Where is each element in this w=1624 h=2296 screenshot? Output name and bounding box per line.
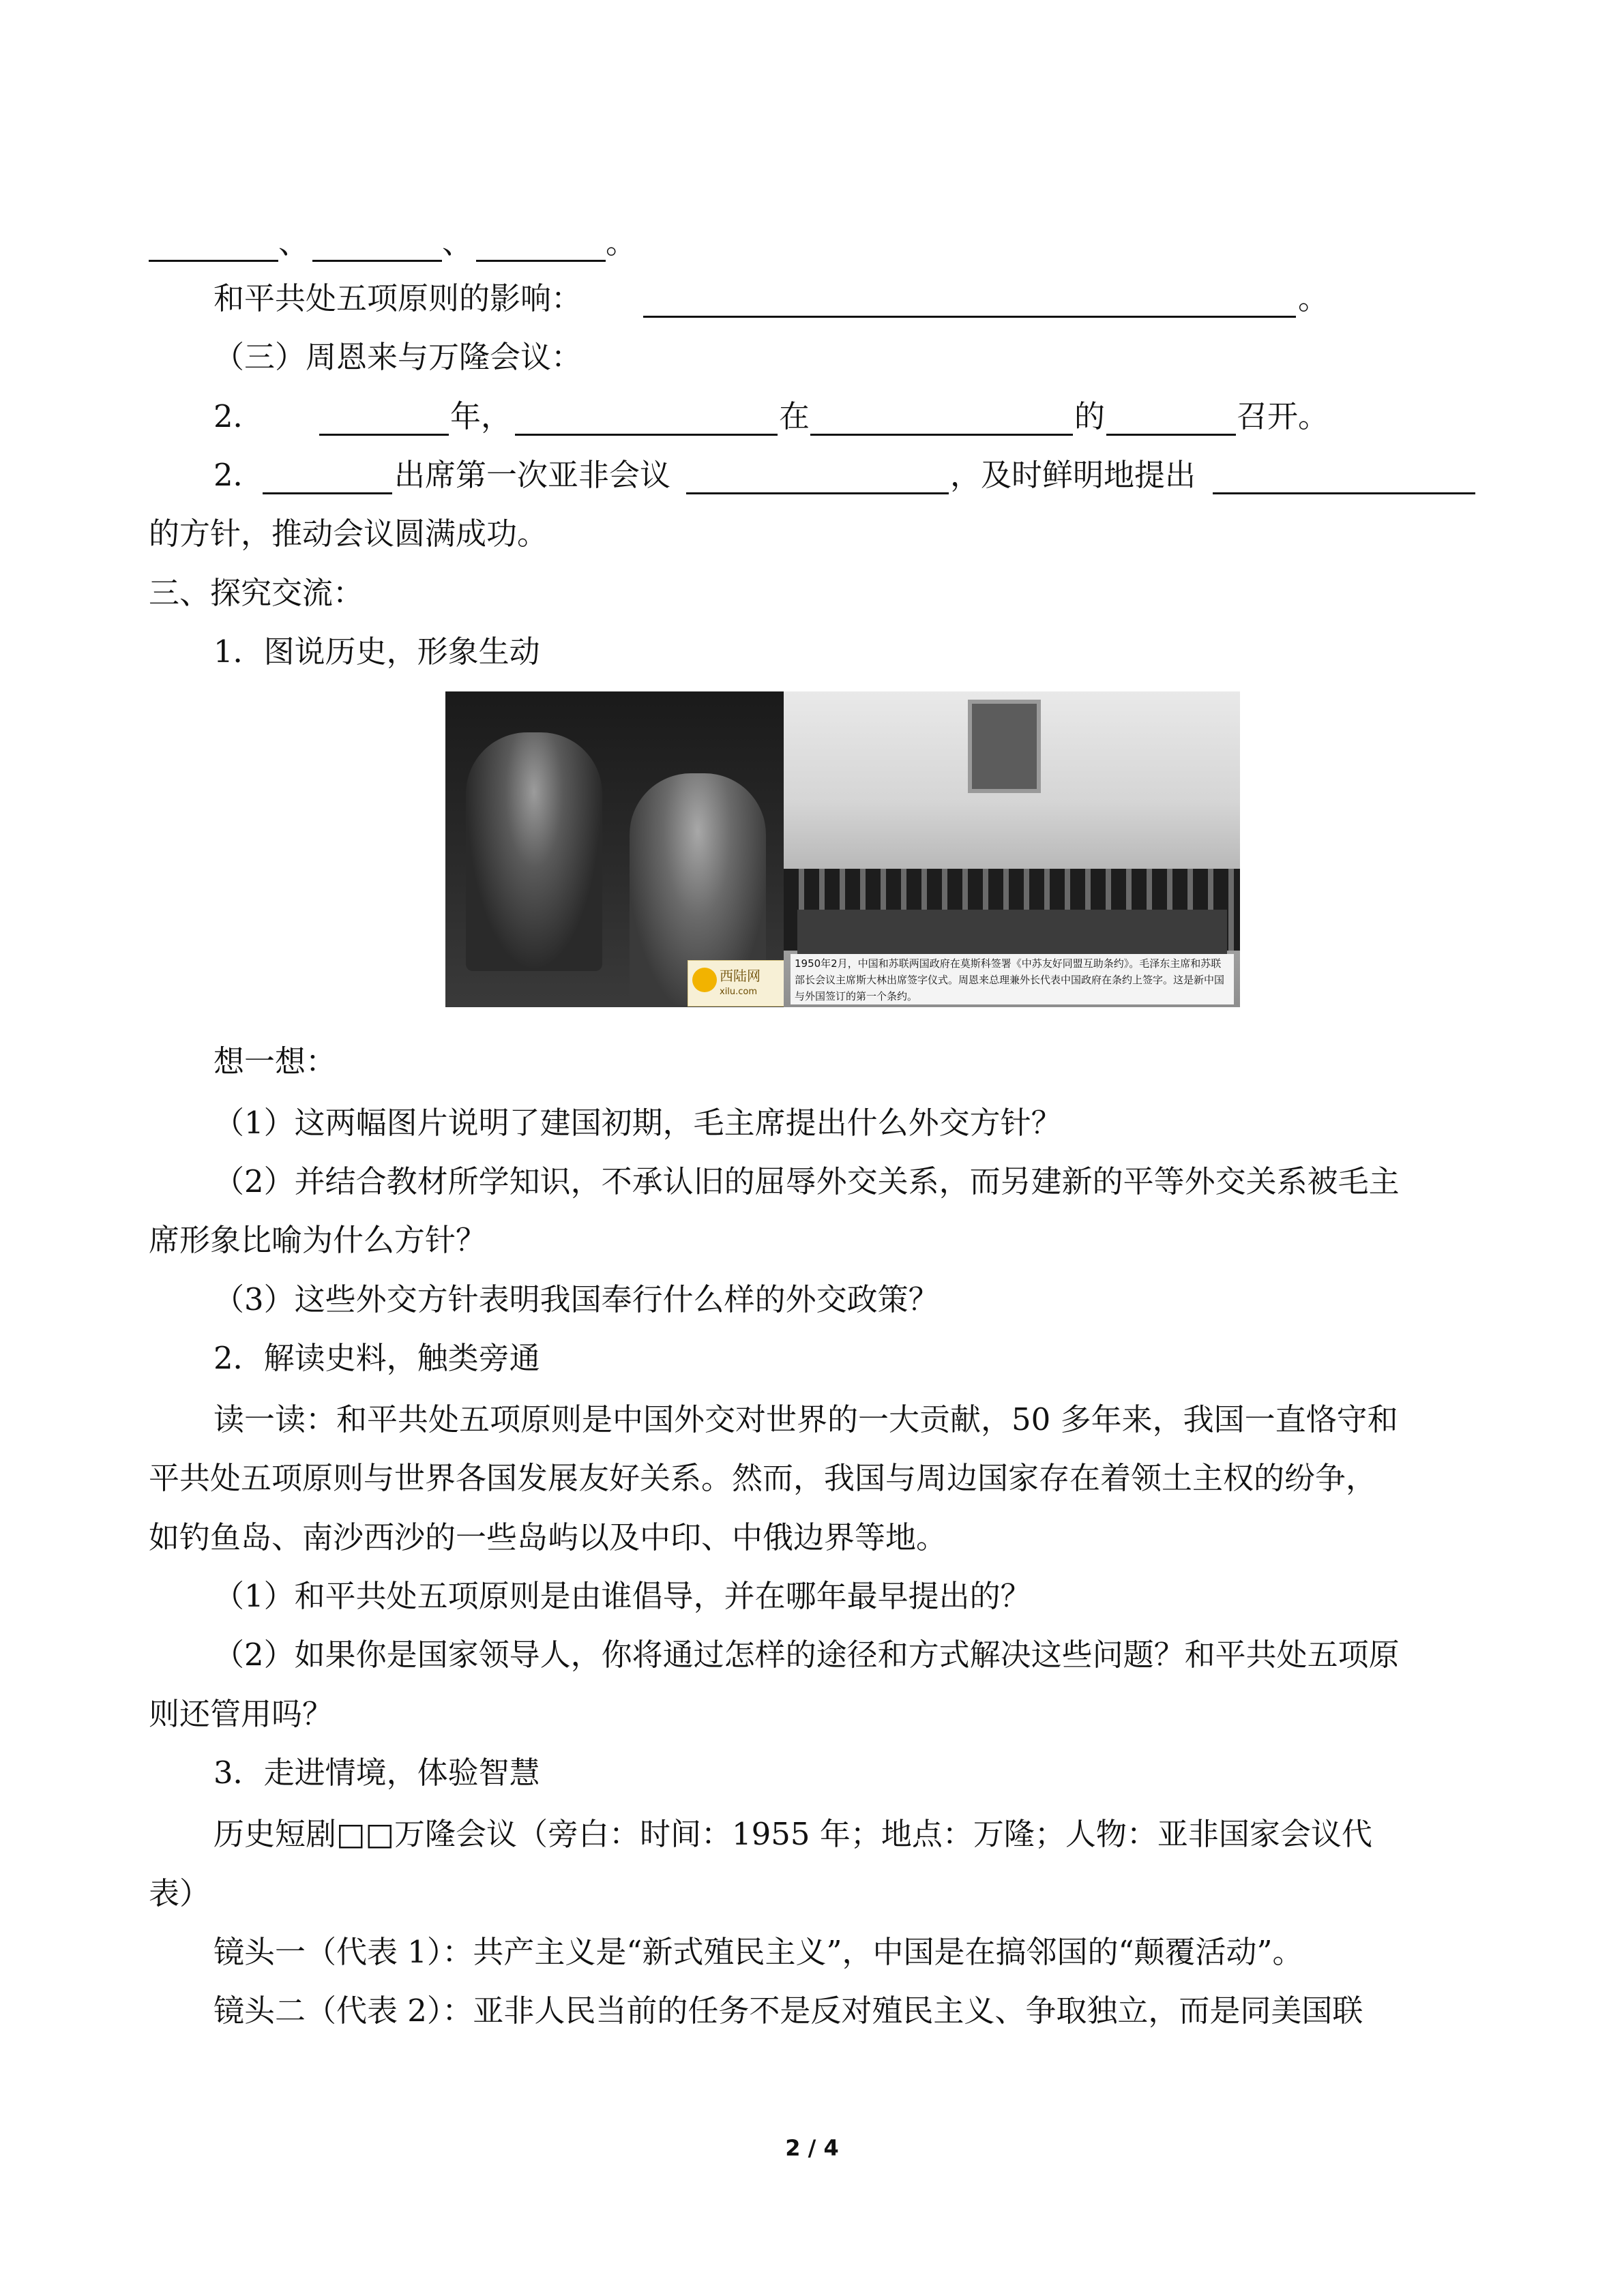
separator: 、 <box>442 224 473 260</box>
influence-label: 和平共处五项原则的影响： <box>213 280 582 316</box>
watermark-logo: 西陆网 xilu.com <box>688 960 784 1007</box>
text-line: 则还管用吗？ <box>149 1696 334 1732</box>
line-question-2b: 2． 出席第一次亚非会议 ，及时鲜明地提出 <box>0 445 1624 506</box>
fill-blank[interactable] <box>476 260 606 262</box>
wall-portrait <box>968 700 1041 793</box>
fill-blank[interactable] <box>810 434 1073 436</box>
reading-passage: 读一读：和平共处五项原则是中国外交对世界的一大贡献，50 多年来，我国一直恪守和 <box>213 1401 1398 1437</box>
question: （3）这些外交方针表明我国奉行什么样的外交政策？ <box>213 1281 939 1317</box>
text-line: 席形象比喻为什么方针？ <box>149 1222 487 1258</box>
fill-blank[interactable] <box>1106 434 1236 436</box>
fill-blank[interactable] <box>263 492 392 494</box>
reading-passage: 如钓鱼岛、南沙西沙的一些岛屿以及中印、中俄边界等地。 <box>149 1519 947 1555</box>
separator: 、 <box>278 224 310 260</box>
script-line: 镜头一（代表 1）：共产主义是“新式殖民主义”，中国是在搞邻国的“颠覆活动”。 <box>213 1934 1303 1970</box>
text-line: 的方针，推动会议圆满成功。 <box>149 516 548 552</box>
photo-leaders <box>445 691 784 1007</box>
text-line: 想一想： <box>213 1043 337 1079</box>
question: （1）和平共处五项原则是由谁倡导，并在哪年最早提出的？ <box>213 1578 1031 1614</box>
historical-photo-figure <box>445 691 1240 1007</box>
person-silhouette <box>466 732 602 971</box>
page-number: 2 / 4 <box>785 2135 839 2161</box>
photo-caption: 1950年2月，中国和苏联两国政府在莫斯科签署《中苏友好同盟互助条约》。毛泽东主席和苏联部长会议主席斯大林出席签字仪式。周恩来总理兼外长代表中国政府在条约上签字。这是新中国与外国签订的第一个条约。 <box>791 954 1234 1004</box>
question: （2）如果你是国家领导人，你将通过怎样的途径和方式解决这些问题？和平共处五项原 <box>213 1637 1400 1673</box>
section-heading: 三、探究交流： <box>149 575 364 611</box>
fill-blank[interactable] <box>312 260 442 262</box>
flower-logo-icon <box>692 968 717 992</box>
subsection-heading: 1．图说历史，形象生动 <box>213 633 540 670</box>
period: 。 <box>606 224 637 260</box>
fill-blank[interactable] <box>686 492 949 494</box>
photo-treaty-signing <box>784 691 1240 1007</box>
signing-table <box>797 910 1227 957</box>
line-influence <box>0 268 1624 329</box>
text-line: 表） <box>149 1875 211 1911</box>
reading-passage: 平共处五项原则与世界各国发展友好关系。然而，我国与周边国家存在着领土主权的纷争， <box>149 1460 1377 1496</box>
fill-blank[interactable] <box>149 260 278 262</box>
fill-blank[interactable] <box>643 316 1296 318</box>
section-heading: （三）周恩来与万隆会议： <box>213 339 582 375</box>
subsection-heading: 2．解读史料，触类旁通 <box>213 1340 540 1376</box>
fill-blank[interactable] <box>515 434 778 436</box>
fill-blank[interactable] <box>1213 492 1475 494</box>
script-intro: 历史短剧□□万隆会议（旁白：时间：1955 年；地点：万隆；人物：亚非国家会议代 <box>213 1816 1372 1852</box>
subsection-heading: 3．走进情境，体验智慧 <box>213 1755 540 1791</box>
question: （1）这两幅图片说明了建国初期，毛主席提出什么外交方针？ <box>213 1105 1062 1141</box>
line-blanks-1 <box>0 212 1624 273</box>
fill-blank[interactable] <box>319 434 449 436</box>
script-line: 镜头二（代表 2）：亚非人民当前的任务不是反对殖民主义、争取独立，而是同美国联 <box>213 1993 1363 2029</box>
line-question-2a: 2． 年， 在 的 召开。 <box>213 398 1329 434</box>
period: 。 <box>1298 280 1329 316</box>
question: （2）并结合教材所学知识，不承认旧的屈辱外交关系，而另建新的平等外交关系被毛主 <box>213 1163 1400 1199</box>
